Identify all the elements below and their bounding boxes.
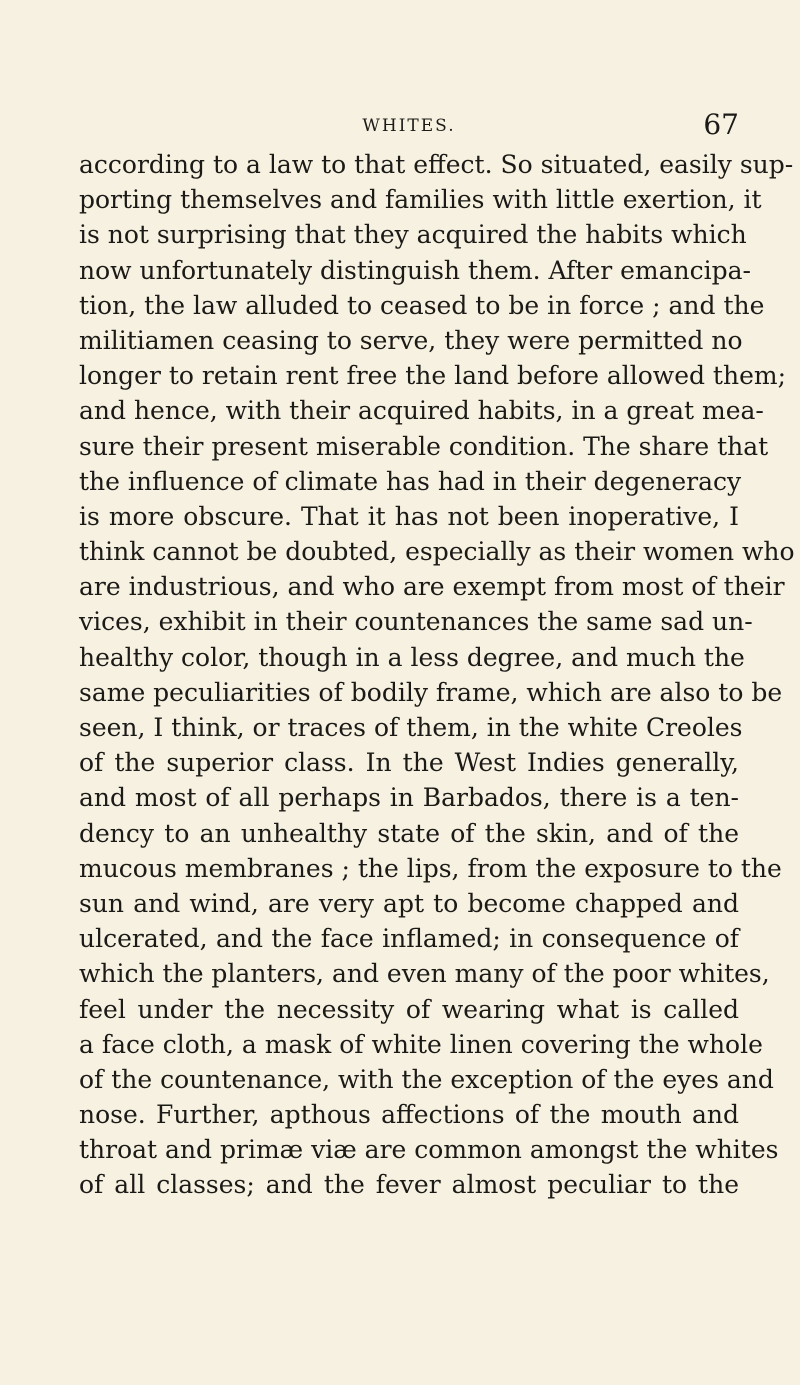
text-line: porting themselves and families with little exertion, it [79, 185, 762, 215]
text-line: are industrious, and who are exempt from most of their [79, 572, 785, 602]
text-line: which the planters, and even many of the poor whites, [79, 959, 770, 989]
text-line: healthy color, though in a less degree, and much the [79, 642, 745, 672]
text-line: ulcerated, and the face inflamed; in consequence of [79, 924, 739, 954]
text-line: of all classes; and the fever almost peculiar to the [79, 1170, 739, 1200]
text-line: is not surprising that they acquired the habits which [79, 220, 747, 250]
text-line: and most of all perhaps in Barbados, there is a ten- [79, 783, 739, 813]
page-number: 67 [703, 108, 739, 141]
text-line: vices, exhibit in their countenances the same sad un- [79, 607, 753, 637]
text-line: of the superior class. In the West Indies generally, [79, 748, 739, 778]
text-line: militiamen ceasing to serve, they were permitted no [79, 325, 743, 355]
running-head [79, 110, 739, 142]
text-line: dency to an unhealthy state of the skin, and of the [79, 818, 739, 848]
text-line: of the countenance, with the exception of the eyes and [79, 1064, 774, 1094]
text-line: seen, I think, or traces of them, in the white Creoles [79, 713, 743, 742]
text-line: now unfortunately distinguish them. After emancipa- [79, 255, 751, 285]
body-text [79, 147, 795, 1203]
running-head-title: WHITES. [362, 116, 456, 136]
text-line: longer to retain rent free the land before allowed them; [79, 361, 787, 391]
text-line: a face cloth, a mask of white linen covering the whole [79, 1029, 763, 1059]
text-line: sure their present miserable condition. The share that [79, 431, 769, 461]
text-line: the influence of climate has had in their degeneracy [79, 466, 742, 496]
text-line: according to a law to that effect. So situated, easily sup- [79, 150, 794, 179]
text-line: throat and primæ viæ are common amongst the whites [79, 1135, 779, 1165]
text-line: nose. Further, apthous affections of the mouth and [79, 1100, 739, 1130]
text-line: is more obscure. That it has not been inoperative, I [79, 501, 739, 531]
text-line: sun and wind, are very apt to become chapped and [79, 888, 739, 918]
text-line: feel under the necessity of wearing what is called [79, 994, 739, 1024]
text-line: same peculiarities of bodily frame, which are also to be [79, 677, 783, 707]
text-line: and hence, with their acquired habits, in a great mea- [79, 396, 764, 426]
text-line: mucous membranes ; the lips, from the exposure to the [79, 853, 782, 883]
text-line: tion, the law alluded to ceased to be in force ; and the [79, 290, 765, 320]
text-line: think cannot be doubted, especially as their women who [79, 537, 795, 567]
